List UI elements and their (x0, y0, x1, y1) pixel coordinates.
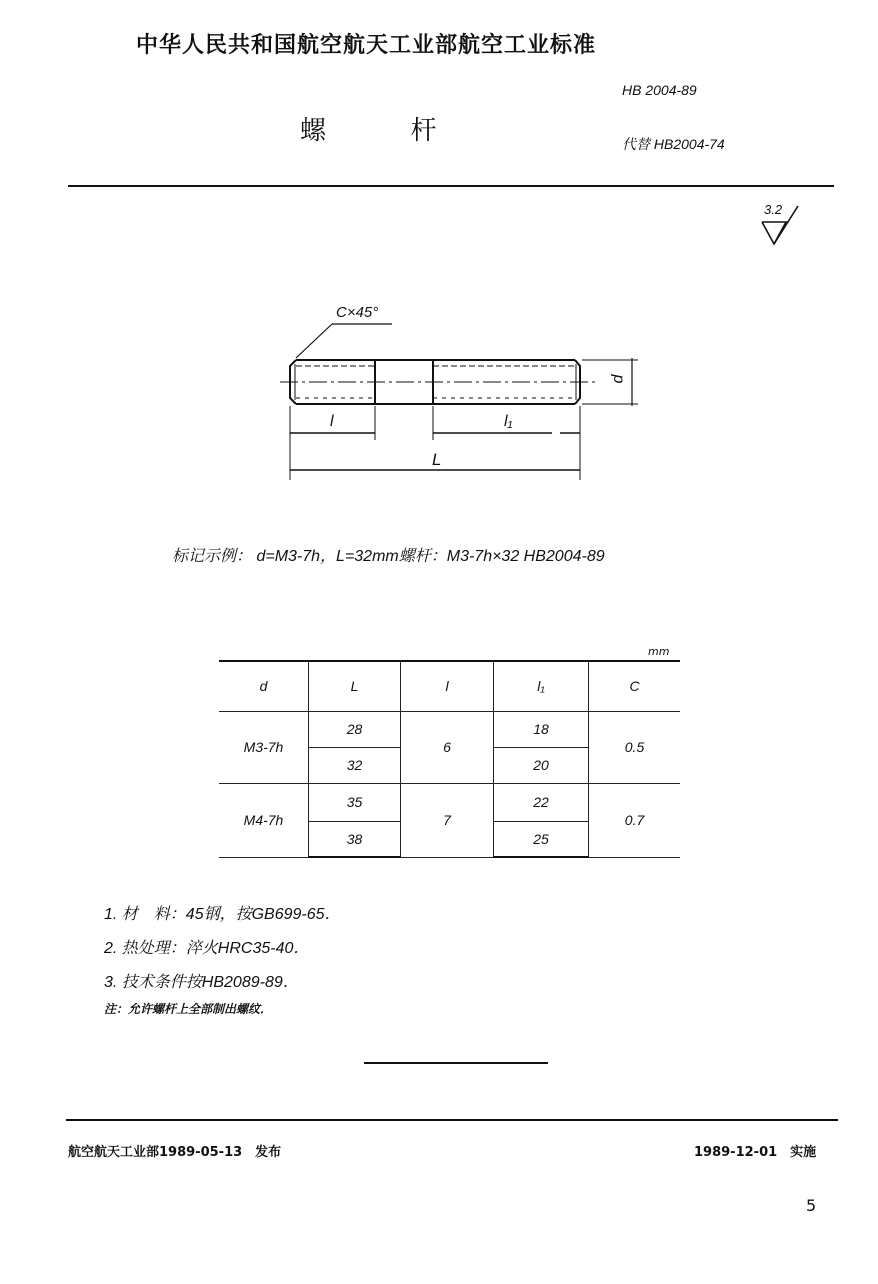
standard-number: HB 2004-89 (622, 82, 697, 98)
cell-l1: 20 (494, 747, 589, 783)
dim-L-label: L (432, 450, 442, 469)
header-l1: l₁ (494, 661, 589, 711)
footer-divider (66, 1119, 838, 1121)
dim-d-label: d (609, 374, 627, 384)
cell-l1: 25 (494, 821, 589, 857)
effective-date: 1989-12-01 实施 (694, 1145, 817, 1160)
cell-d: M3-7h (219, 711, 309, 783)
organization-title: 中华人民共和国航空航天工业部航空工业标准 (136, 33, 597, 58)
page-number: 5 (806, 1196, 817, 1215)
note-technical-conditions: 3. 技术条件按HB2089-89． (104, 974, 299, 991)
header-divider (68, 185, 834, 187)
header-C: C (589, 661, 681, 711)
header-l: l (401, 661, 494, 711)
cell-C: 0.5 (589, 711, 681, 783)
technical-notes (104, 898, 341, 1018)
dimension-table (219, 660, 680, 858)
cell-L: 32 (309, 747, 401, 783)
table-row (219, 711, 680, 747)
screw-rod-drawing (270, 300, 650, 490)
cell-L: 28 (309, 711, 401, 747)
title-char-2: 杆 (410, 116, 437, 146)
remark: 注：允许螺杆上全部制出螺纹． (104, 1002, 273, 1016)
replaces-standard: 代替 HB2004-74 (622, 136, 725, 152)
cell-l1: 18 (494, 711, 589, 747)
surface-roughness-symbol (760, 200, 820, 250)
table-row (219, 783, 680, 821)
marking-example: 标记示例： d=M3-7h，L=32mm螺杆：M3-7h×32 HB2004-89 (172, 548, 605, 565)
dim-l1-label: l₁ (504, 413, 513, 430)
screw-rod-outline (270, 300, 650, 490)
cell-d: M4-7h (219, 783, 309, 857)
header-d: d (219, 661, 309, 711)
unit-label: mm (648, 645, 670, 658)
note-heat-treatment: 2. 热处理：淬火HRC35-40． (104, 940, 310, 957)
dim-l-label: l (330, 413, 334, 430)
note-material: 1. 材 料：45钢，按GB699-65． (104, 906, 341, 923)
roughness-value: 3.2 (764, 202, 783, 217)
end-divider (364, 1062, 548, 1064)
cell-L: 38 (309, 821, 401, 857)
header-L: L (309, 661, 401, 711)
cell-l1: 22 (494, 783, 589, 821)
title-char-1: 螺 (300, 116, 327, 146)
cell-L: 35 (309, 783, 401, 821)
table-header-row (219, 661, 680, 711)
document-title (300, 110, 437, 147)
issued-date: 航空航天工业部1989-05-13 发布 (68, 1145, 282, 1160)
cell-l: 7 (401, 783, 494, 857)
cell-C: 0.7 (589, 783, 681, 857)
cell-l: 6 (401, 711, 494, 783)
chamfer-label: C×45° (336, 304, 379, 321)
